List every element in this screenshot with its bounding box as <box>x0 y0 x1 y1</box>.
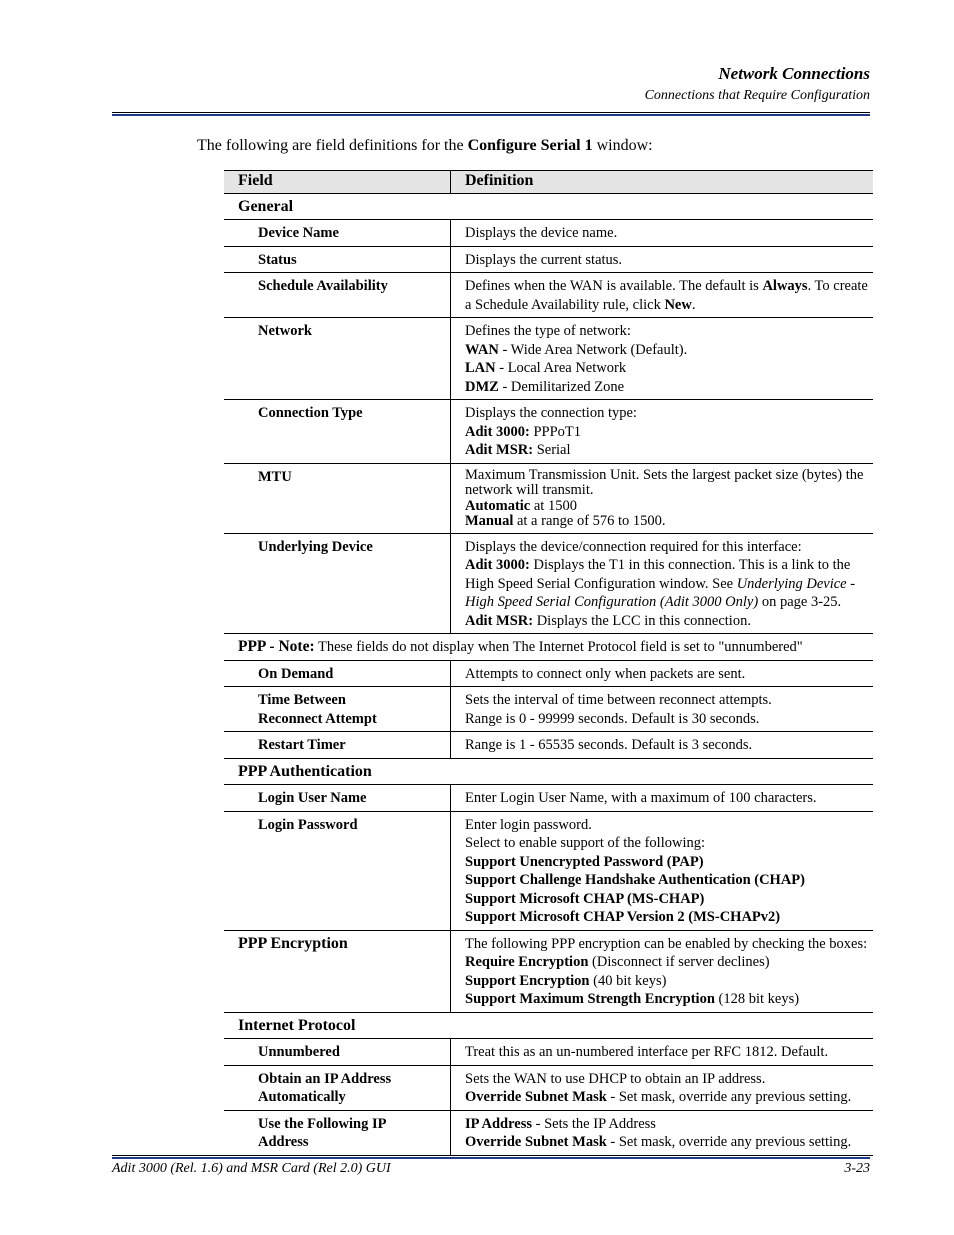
field-obtain-ip-automatically <box>224 1065 451 1110</box>
section-ppp-note <box>224 634 873 661</box>
field-label-line: Time Between <box>258 692 346 708</box>
def-bold: Adit MSR: <box>465 442 534 458</box>
field-label-line: Address <box>258 1134 309 1150</box>
def-line <box>465 423 873 442</box>
def-underlying-device <box>451 533 874 634</box>
def-text: . To create a Schedule Availability rule, click <box>465 278 868 313</box>
section-internet-protocol: Internet Protocol <box>238 1016 356 1034</box>
def-bold: LAN <box>465 360 496 376</box>
def-line: Maximum Transmission Unit. Sets the largest packet size (bytes) the network will transmit. <box>465 466 864 498</box>
def-text: - Wide Area Network (Default). <box>498 341 688 358</box>
def-line: Displays the connection type: <box>465 405 637 421</box>
def-text: (Disconnect if server declines) <box>588 954 770 970</box>
footer-doc-title: Adit 3000 (Rel. 1.6) and MSR Card (Rel 2.0) GUI <box>112 1161 391 1176</box>
def-login-password <box>451 811 874 930</box>
def-bold: Support Maximum Strength Encryption <box>465 991 715 1007</box>
def-line <box>465 1115 873 1134</box>
field-use-following-ip <box>224 1110 451 1155</box>
field-underlying-device: Underlying Device <box>224 533 451 634</box>
def-line <box>465 972 873 991</box>
def-text: Defines when the WAN is available. The default is <box>465 278 763 294</box>
def-bold: Override Subnet Mask <box>465 1134 607 1150</box>
section-row-ppp-auth <box>224 758 873 785</box>
def-text: Serial <box>533 442 571 458</box>
field-mtu: MTU <box>224 463 451 533</box>
def-text: on page 3-25. <box>758 594 842 610</box>
def-bold-line: Support Unencrypted Password (PAP) <box>465 853 704 870</box>
section-subtitle: Connections that Require Configuration <box>644 88 870 103</box>
intro-window-name: Configure Serial 1 <box>467 137 593 154</box>
def-line <box>465 499 873 515</box>
def-line <box>465 378 873 397</box>
def-bold-line: Support Microsoft CHAP (MS-CHAP) <box>465 890 705 907</box>
def-connection-type <box>451 400 874 464</box>
def-bold-line: Support Microsoft CHAP Version 2 (MS-CHAPv2) <box>465 909 781 925</box>
def-bold: Override Subnet Mask <box>465 1089 607 1105</box>
def-line <box>465 1088 873 1107</box>
def-line <box>465 359 873 378</box>
def-on-demand: Attempts to connect only when packets are sent. <box>465 665 746 682</box>
field-label-line: Automatically <box>258 1089 346 1105</box>
def-mtu <box>451 463 874 533</box>
table-row <box>224 400 873 464</box>
def-line <box>465 953 873 972</box>
def-line: Enter login password. <box>465 816 592 833</box>
def-line <box>465 514 873 530</box>
def-line <box>465 612 873 631</box>
def-crossref: Underlying Device - High Speed Serial Configuration (Adit 3000 Only) <box>465 575 856 610</box>
def-time-between-reconnect <box>451 687 874 732</box>
section-row-ppp <box>224 634 873 661</box>
field-on-demand: On Demand <box>224 660 451 687</box>
def-unnumbered: Treat this as an un-numbered interface per RFC 1812. Default. <box>465 1044 829 1060</box>
def-network <box>451 318 874 400</box>
def-restart-timer: Range is 1 - 65535 seconds. Default is 3 seconds. <box>465 737 753 753</box>
page-number: 3-23 <box>844 1161 870 1176</box>
chapter-title: Network Connections <box>718 64 870 83</box>
table-row <box>224 785 873 812</box>
def-bold: WAN <box>465 341 499 358</box>
def-device-name: Displays the device name. <box>465 225 618 241</box>
field-unnumbered: Unnumbered <box>224 1039 451 1066</box>
def-bold: Adit 3000: <box>465 423 530 440</box>
def-text: - Set mask, override any previous setting. <box>606 1134 852 1150</box>
def-bold: Automatic <box>465 497 531 514</box>
table-row <box>224 273 873 318</box>
def-line <box>465 341 873 360</box>
def-text: Displays the T1 in this connection. This is a link to the High Speed Serial Configuration window. See <box>465 557 851 592</box>
def-text: - Set mask, override any previous setting. <box>606 1089 852 1105</box>
table-row <box>224 811 873 930</box>
def-line: The following PPP encryption can be enabled by checking the boxes: <box>465 935 868 952</box>
table-row <box>224 220 873 247</box>
table-header-row <box>224 171 873 194</box>
section-general: General <box>238 197 294 215</box>
section-ppp-authentication: PPP Authentication <box>238 762 372 780</box>
table-row <box>224 930 873 1012</box>
field-label-line: Use the Following IP <box>258 1115 387 1132</box>
def-bold: DMZ <box>465 378 499 395</box>
table-row <box>224 1065 873 1110</box>
def-status: Displays the current status. <box>465 251 623 268</box>
header-rule <box>112 112 870 116</box>
field-ppp-encryption: PPP Encryption <box>224 930 451 1012</box>
def-text: - Demilitarized Zone <box>498 378 625 395</box>
def-line: Select to enable support of the following: <box>465 835 706 851</box>
field-network: Network <box>224 318 451 400</box>
def-bold: Adit 3000: <box>465 557 530 573</box>
def-text: . <box>691 296 696 313</box>
def-text: at 1500 <box>530 497 577 514</box>
def-line: Sets the interval of time between reconnect attempts. <box>465 692 772 708</box>
table-row <box>224 318 873 400</box>
def-use-following-ip <box>451 1110 874 1155</box>
section-row-ip <box>224 1012 873 1039</box>
intro-text-after: window: <box>592 137 653 154</box>
field-time-between-reconnect <box>224 687 451 732</box>
section-row-general <box>224 193 873 220</box>
field-login-user-name: Login User Name <box>224 785 451 812</box>
def-line: Displays the device/connection required for this interface: <box>465 538 802 555</box>
def-obtain-ip-automatically <box>451 1065 874 1110</box>
field-label-line: Reconnect Attempt <box>258 710 377 727</box>
def-line <box>465 1133 873 1152</box>
def-schedule-availability <box>451 273 874 318</box>
table-row <box>224 1039 873 1066</box>
def-ppp-encryption <box>451 930 874 1012</box>
field-status: Status <box>224 246 451 273</box>
def-text: - Sets the IP Address <box>532 1115 656 1132</box>
def-bold: New <box>664 296 692 313</box>
table-row <box>224 687 873 732</box>
table-row <box>224 463 873 533</box>
def-line: Range is 0 - 99999 seconds. Default is 30 seconds. <box>465 710 760 727</box>
table-row <box>224 660 873 687</box>
def-bold: Manual <box>465 513 514 529</box>
table-row <box>224 533 873 634</box>
field-restart-timer: Restart Timer <box>224 732 451 759</box>
field-device-name: Device Name <box>224 220 451 247</box>
def-bold-line: Support Challenge Handshake Authentication (CHAP) <box>465 872 805 888</box>
field-definitions-table <box>224 170 873 1156</box>
intro-paragraph <box>197 137 653 155</box>
def-bold: Support Encryption <box>465 972 590 989</box>
def-login-user-name: Enter Login User Name, with a maximum of 100 characters. <box>465 790 817 806</box>
def-text: (128 bit keys) <box>714 991 800 1007</box>
field-label-line: Obtain an IP Address <box>258 1070 392 1087</box>
ppp-note-text: These fields do not display when The Internet Protocol field is set to "unnumbered" <box>314 639 803 655</box>
def-text: (40 bit keys) <box>589 972 667 989</box>
def-bold: Require Encryption <box>465 954 589 970</box>
table-row <box>224 246 873 273</box>
def-bold: IP Address <box>465 1115 533 1132</box>
def-text: - Local Area Network <box>495 360 627 376</box>
def-line: Defines the type of network: <box>465 323 631 339</box>
def-line <box>465 441 873 460</box>
def-text: PPPoT1 <box>529 423 582 440</box>
footer-rule <box>112 1155 870 1159</box>
section-ppp-label: PPP - Note: <box>238 638 315 655</box>
table-row <box>224 1110 873 1155</box>
header-field: Field <box>224 171 451 194</box>
def-bold: Adit MSR: <box>465 612 534 629</box>
field-login-password: Login Password <box>224 811 451 930</box>
table-row <box>224 732 873 759</box>
def-text: at a range of 576 to 1500. <box>513 513 666 529</box>
def-line: Sets the WAN to use DHCP to obtain an IP address. <box>465 1070 766 1087</box>
intro-text-before: The following are field definitions for the <box>197 137 468 154</box>
header-definition: Definition <box>465 172 534 189</box>
def-line <box>465 556 873 612</box>
field-schedule-availability: Schedule Availability <box>224 273 451 318</box>
field-connection-type: Connection Type <box>224 400 451 464</box>
def-bold: Always <box>762 278 808 294</box>
def-line <box>465 990 873 1009</box>
def-text: Displays the LCC in this connection. <box>533 612 751 629</box>
